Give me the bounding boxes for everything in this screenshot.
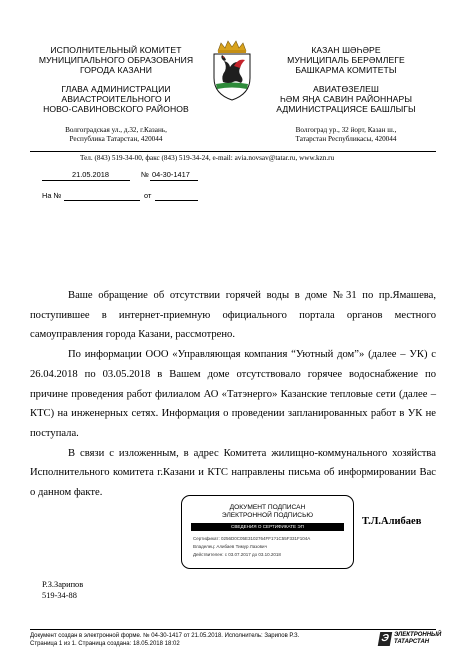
stamp-owner: Владелец: Алибаев Тимур Лазович (193, 544, 267, 549)
electronic-signature-stamp (181, 495, 354, 569)
registration-number: 04-30-1417 (152, 170, 190, 179)
logo-mark-icon: Э (378, 632, 392, 646)
body-paragraph: Ваше обращение об отсутствии горячей воды в доме №31 по пр.Ямашева, поступившее в интернет-приемную официального портала органов местного самоуправления города Казани, рассмотрено. (30, 290, 436, 341)
executor-name: Р.З.Зарипов (42, 580, 84, 589)
ref-number-label: На № (42, 191, 62, 200)
logo-text-bottom: ТАТАРСТАН (394, 639, 430, 645)
footer-line: Страница 1 из 1. Страница создана: 18.05.2018 18:02 (30, 641, 180, 647)
kazan-zilant-coat-of-arms-icon (208, 40, 256, 102)
ref-from-label: от (144, 191, 152, 200)
logo-text-top: ЭЛЕКТРОННЫЙ (394, 632, 442, 638)
executor-phone: 519-34-88 (42, 591, 77, 600)
number-underline (150, 180, 198, 181)
right-admin-line: АДМИНИСТРАЦИЯСЕ БАШЛЫГЫ (276, 104, 416, 114)
body-paragraph: По информации ООО «Управляющая компания “Уютный дом”» (далее – УК) с 26.04.2018 по 03.05.2018 в Вашем доме отсутствовало горячее водоснабжение по причине проведения работ филиалом АО «Татэнерго» Казанские тепловые сети (далее – КТС) на инженерных сетях. Информация о проведении запланированных работ в УК не поступала. (30, 349, 436, 439)
left-org-line: ИСПОЛНИТЕЛЬНЫЙ КОМИТЕТ (50, 45, 182, 55)
left-admin-line: НОВО-САВИНОВСКОГО РАЙОНОВ (43, 104, 189, 114)
right-org-line: МУНИЦИПАЛЬ БЕРӘМЛЕГЕ (287, 55, 405, 65)
left-admin-name (36, 84, 196, 114)
contact-line: Тел. (843) 519-34-00, факс (843) 519-34-24, e-mail: avia.novsav@tatar.ru, www.kzn.ru (80, 154, 335, 162)
left-address-line: Волгоградская ул., д.32, г.Казань, (65, 126, 167, 134)
left-address-line: Республика Татарстан, 420044 (69, 135, 163, 143)
right-address-line: Татарстан Республикасы, 420044 (295, 135, 397, 143)
footer-line: Документ создан в электронной форме. № 04-30-1417 от 21.05.2018. Исполнитель: Зарипов Р.З. (30, 633, 300, 639)
footer-divider (30, 629, 436, 630)
right-admin-line: АВИАТӨЗЕЛЕШ (313, 84, 379, 94)
ref-from-underline (155, 200, 198, 201)
right-admin-name (266, 84, 426, 114)
body-paragraph: В связи с изложенным, в адрес Комитета жилищно-коммунального хозяйства Исполнительного комитета г.Казани и КТС направлены письма об информировании Вас о данном факте. (30, 447, 436, 499)
left-address (36, 126, 196, 144)
registration-number-label: № (141, 170, 149, 179)
stamp-certificate: Сертификат: 0256D0C05E3102764FF1?1C55F331F104A (193, 536, 311, 541)
signatory-name: Т.Л.Алибаев (362, 516, 422, 527)
left-org-line: МУНИЦИПАЛЬНОГО ОБРАЗОВАНИЯ (38, 55, 194, 65)
date-underline (42, 180, 130, 181)
electronic-tatarstan-logo (379, 631, 441, 649)
left-admin-line: АВИАСТРОИТЕЛЬНОГО И (61, 94, 171, 104)
right-address-line: Волгоград ур., 32 йорт, Казан ш., (295, 126, 397, 134)
right-org-line: БАШКАРМА КОМИТЕТЫ (295, 65, 397, 75)
left-org-line: ГОРОДА КАЗАНИ (79, 65, 153, 75)
left-admin-line: ГЛАВА АДМИНИСТРАЦИИ (61, 84, 171, 94)
right-org-line: КАЗАН ШӘҺӘРЕ (311, 45, 381, 55)
letter-body (30, 286, 436, 503)
left-org-name (36, 45, 196, 75)
stamp-title-line: ЭЛЕКТРОННОЙ ПОДПИСЬЮ (221, 512, 314, 519)
stamp-certificate-bar: СВЕДЕНИЯ О СЕРТИФИКАТЕ ЭП (191, 523, 344, 531)
stamp-validity: Действителен: с 03.07.2017 до 03.10.2018 (193, 552, 281, 557)
footer-info (30, 632, 360, 648)
stamp-title (182, 504, 353, 520)
right-admin-line: ҺӘМ ЯҢА САВИН РАЙОННАРЫ (279, 94, 413, 104)
stamp-title-line: ДОКУМЕНТ ПОДПИСАН (229, 504, 306, 511)
executor-block (42, 579, 83, 601)
right-org-name (266, 45, 426, 75)
ref-number-underline (64, 200, 140, 201)
right-address (266, 126, 426, 144)
registration-date: 21.05.2018 (72, 170, 109, 179)
header-divider (30, 151, 436, 152)
